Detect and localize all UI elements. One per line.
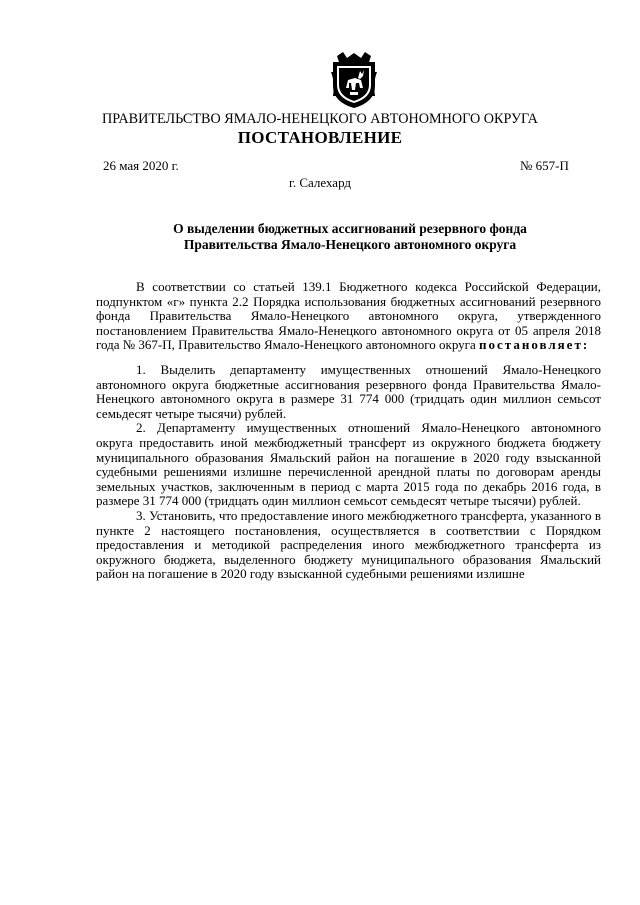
document-body <box>96 280 601 582</box>
subject-line-1: О выделении бюджетных ассигнований резервного фонда <box>173 221 527 236</box>
document-number: № 657-П <box>520 158 569 173</box>
document-city: г. Салехард <box>288 175 352 190</box>
preamble-text: В соответствии со статьей 139.1 Бюджетного кодекса Российской Федерации, подпунктом «г» пункта 2.2 Порядка использования бюджетных ассигнований резервного фонда Правительства Ямало-Ненецкого автономного округа, утвержденного постановлением Правительства Ямало-Ненецкого автономного округа от 05 апреля 2018 года № 367-П, Правительство Ямало-Ненецкого автономного округа <box>96 279 601 353</box>
paragraph-item-3: 3. Установить, что предоставление иного межбюджетного трансферта, указанного в пункте 2 настоящего постановления, осуществляется в соответствии с Порядком предоставления и методикой распределения иного межбюджетного трансферта из окружного бюджета, выделенного бюджету муниципального образования Ямальский район на погашение в 2020 году взысканной судебными решениями излишне <box>96 507 601 582</box>
paragraph-item-2: 2. Департаменту имущественных отношений Ямало-Ненецкого автономного округа предоставить иной межбюджетный трансферт из окружного бюджета бюджету муниципального образования Ямальский район на погашение в 2020 году взысканной судебными решениями излишне перечисленной арендной платы по договорам аренды земельных участков, заключенным в период с марта 2015 года по декабрь 2016 года, в размере 31 774 000 (тридцать один миллион семьсот семьдесят четыре тысячи) рублей. <box>96 420 601 509</box>
organization-title: ПРАВИТЕЛЬСТВО ЯМАЛО-НЕНЕЦКОГО АВТОНОМНОГО ОКРУГА <box>102 111 538 127</box>
decree-word: постановляет: <box>479 337 590 353</box>
coat-of-arms-emblem <box>329 52 379 110</box>
document-type-title: ПОСТАНОВЛЕНИЕ <box>237 128 403 147</box>
subject-line-2: Правительства Ямало-Ненецкого автономного округа <box>183 237 517 252</box>
document-subject <box>120 221 580 253</box>
document-date: 26 мая 2020 г. <box>103 158 179 173</box>
preamble-paragraph <box>96 280 601 353</box>
paragraph-item-1: 1. Выделить департаменту имущественных отношений Ямало-Ненецкого автономного округа бюджетные ассигнования резервного фонда Правительства Ямало-Ненецкого автономного округа в размере 31 774 000 (тридцать один миллион семьсот семьдесят четыре тысячи) рублей. <box>96 361 601 421</box>
